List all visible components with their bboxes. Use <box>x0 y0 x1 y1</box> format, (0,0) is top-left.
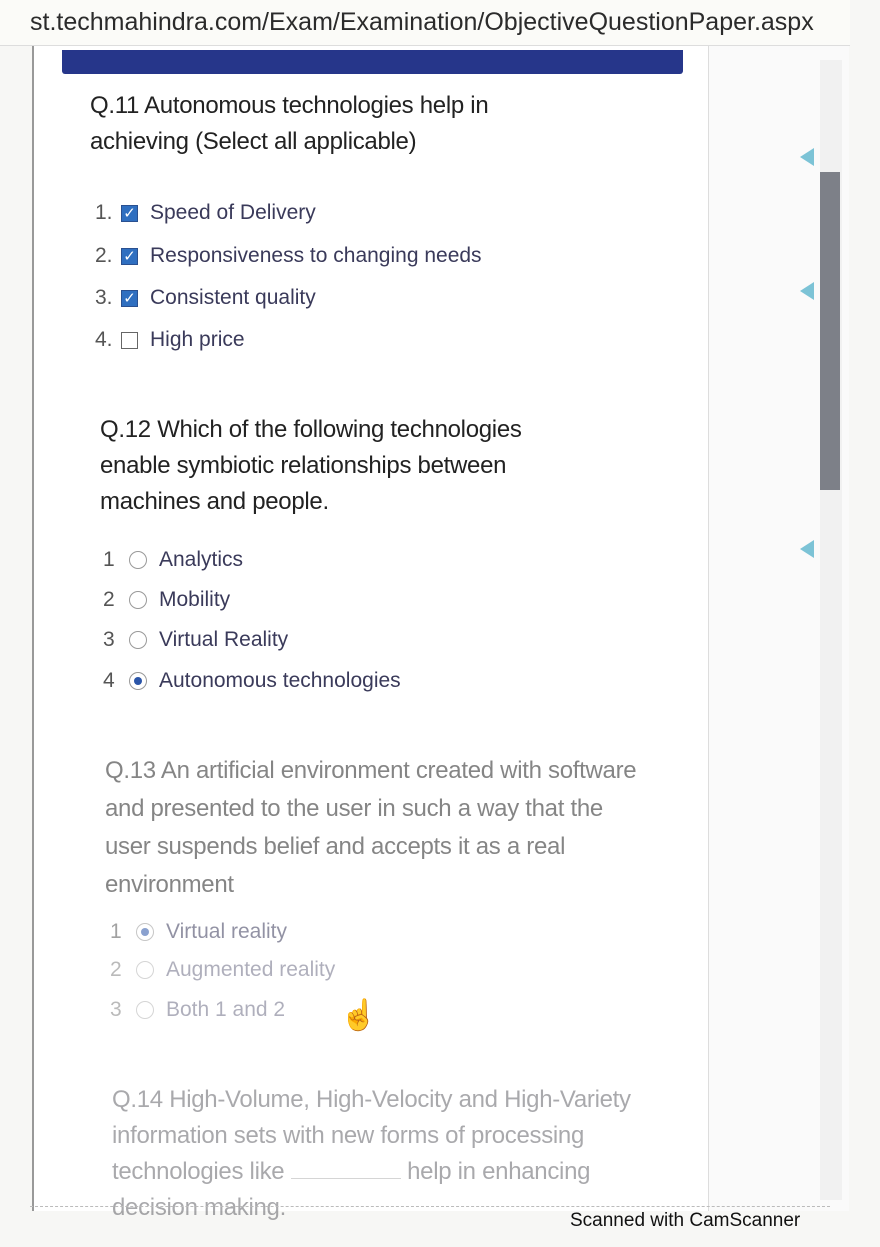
option-number: 3 <box>110 998 122 1021</box>
scrollbar-thumb[interactable] <box>820 172 840 490</box>
radio-unselected[interactable] <box>136 1001 154 1019</box>
checkbox-checked[interactable]: ✓ <box>121 290 138 307</box>
question-12 <box>100 412 590 520</box>
scanner-watermark: Scanned with CamScanner <box>570 1210 801 1231</box>
address-bar[interactable]: st.techmahindra.com/Exam/Examination/ObjectiveQuestionPaper.aspx <box>0 0 850 46</box>
option-number: 2. <box>95 244 113 267</box>
option-number: 1. <box>95 201 113 224</box>
option-number: 4. <box>95 328 113 351</box>
option-1[interactable] <box>103 548 243 572</box>
option-1[interactable] <box>110 920 287 944</box>
option-label: Virtual reality <box>166 920 287 943</box>
option-label: Autonomous technologies <box>159 669 401 692</box>
option-3[interactable] <box>95 286 316 310</box>
header-bar <box>62 50 683 74</box>
radio-unselected[interactable] <box>136 961 154 979</box>
question-title: Q.12 Which of the following technologies enable symbiotic relationships between machines and people. <box>100 416 522 515</box>
checkbox-unchecked[interactable] <box>121 332 138 349</box>
question-13 <box>105 752 650 904</box>
checkbox-checked[interactable]: ✓ <box>121 205 138 222</box>
option-label: High price <box>150 328 245 351</box>
option-label: Speed of Delivery <box>150 201 316 224</box>
radio-unselected[interactable] <box>129 591 147 609</box>
option-4[interactable] <box>95 328 245 352</box>
radio-selected[interactable] <box>136 923 154 941</box>
option-2[interactable] <box>110 958 335 982</box>
option-label: Mobility <box>159 588 231 611</box>
radio-unselected[interactable] <box>129 551 147 569</box>
option-number: 3 <box>103 628 115 651</box>
question-title-end: help in enhancing decision making. <box>112 1158 591 1221</box>
option-number: 3. <box>95 286 113 309</box>
option-3[interactable] <box>103 628 288 652</box>
checkbox-checked[interactable]: ✓ <box>121 248 138 265</box>
option-number: 2 <box>103 588 115 611</box>
question-11 <box>90 88 570 160</box>
option-number: 1 <box>103 548 115 571</box>
divider <box>30 1206 830 1207</box>
question-title: Q.11 Autonomous technologies help in achieving (Select all applicable) <box>90 92 489 155</box>
option-label: Consistent quality <box>150 286 316 309</box>
radio-selected[interactable] <box>129 672 147 690</box>
marker-arrow-icon <box>800 148 814 166</box>
option-number: 4 <box>103 669 115 692</box>
question-title: Q.14 High-Volume, High-Velocity and High-Variety information sets with new forms of processing technologies like <box>112 1086 631 1185</box>
option-4[interactable] <box>103 669 401 693</box>
marker-arrow-icon <box>800 540 814 558</box>
option-label: Augmented reality <box>166 958 336 981</box>
option-1[interactable] <box>95 201 316 225</box>
option-label: Virtual Reality <box>159 628 289 651</box>
option-2[interactable] <box>95 244 482 268</box>
option-label: Both 1 and 2 <box>166 998 286 1021</box>
hand-cursor-icon: ☝ <box>340 999 378 1032</box>
question-title: Q.13 An artificial environment created with software and presented to the user in such a way that the user suspends belief and accepts it as a real environment <box>105 757 637 898</box>
answer-blank <box>291 1178 401 1179</box>
marker-arrow-icon <box>800 282 814 300</box>
question-14 <box>112 1082 652 1226</box>
option-label: Responsiveness to changing needs <box>150 244 482 267</box>
option-3[interactable] <box>110 998 285 1022</box>
radio-unselected[interactable] <box>129 631 147 649</box>
option-label: Analytics <box>159 548 244 571</box>
option-2[interactable] <box>103 588 230 612</box>
option-number: 1 <box>110 920 122 943</box>
option-number: 2 <box>110 958 122 981</box>
